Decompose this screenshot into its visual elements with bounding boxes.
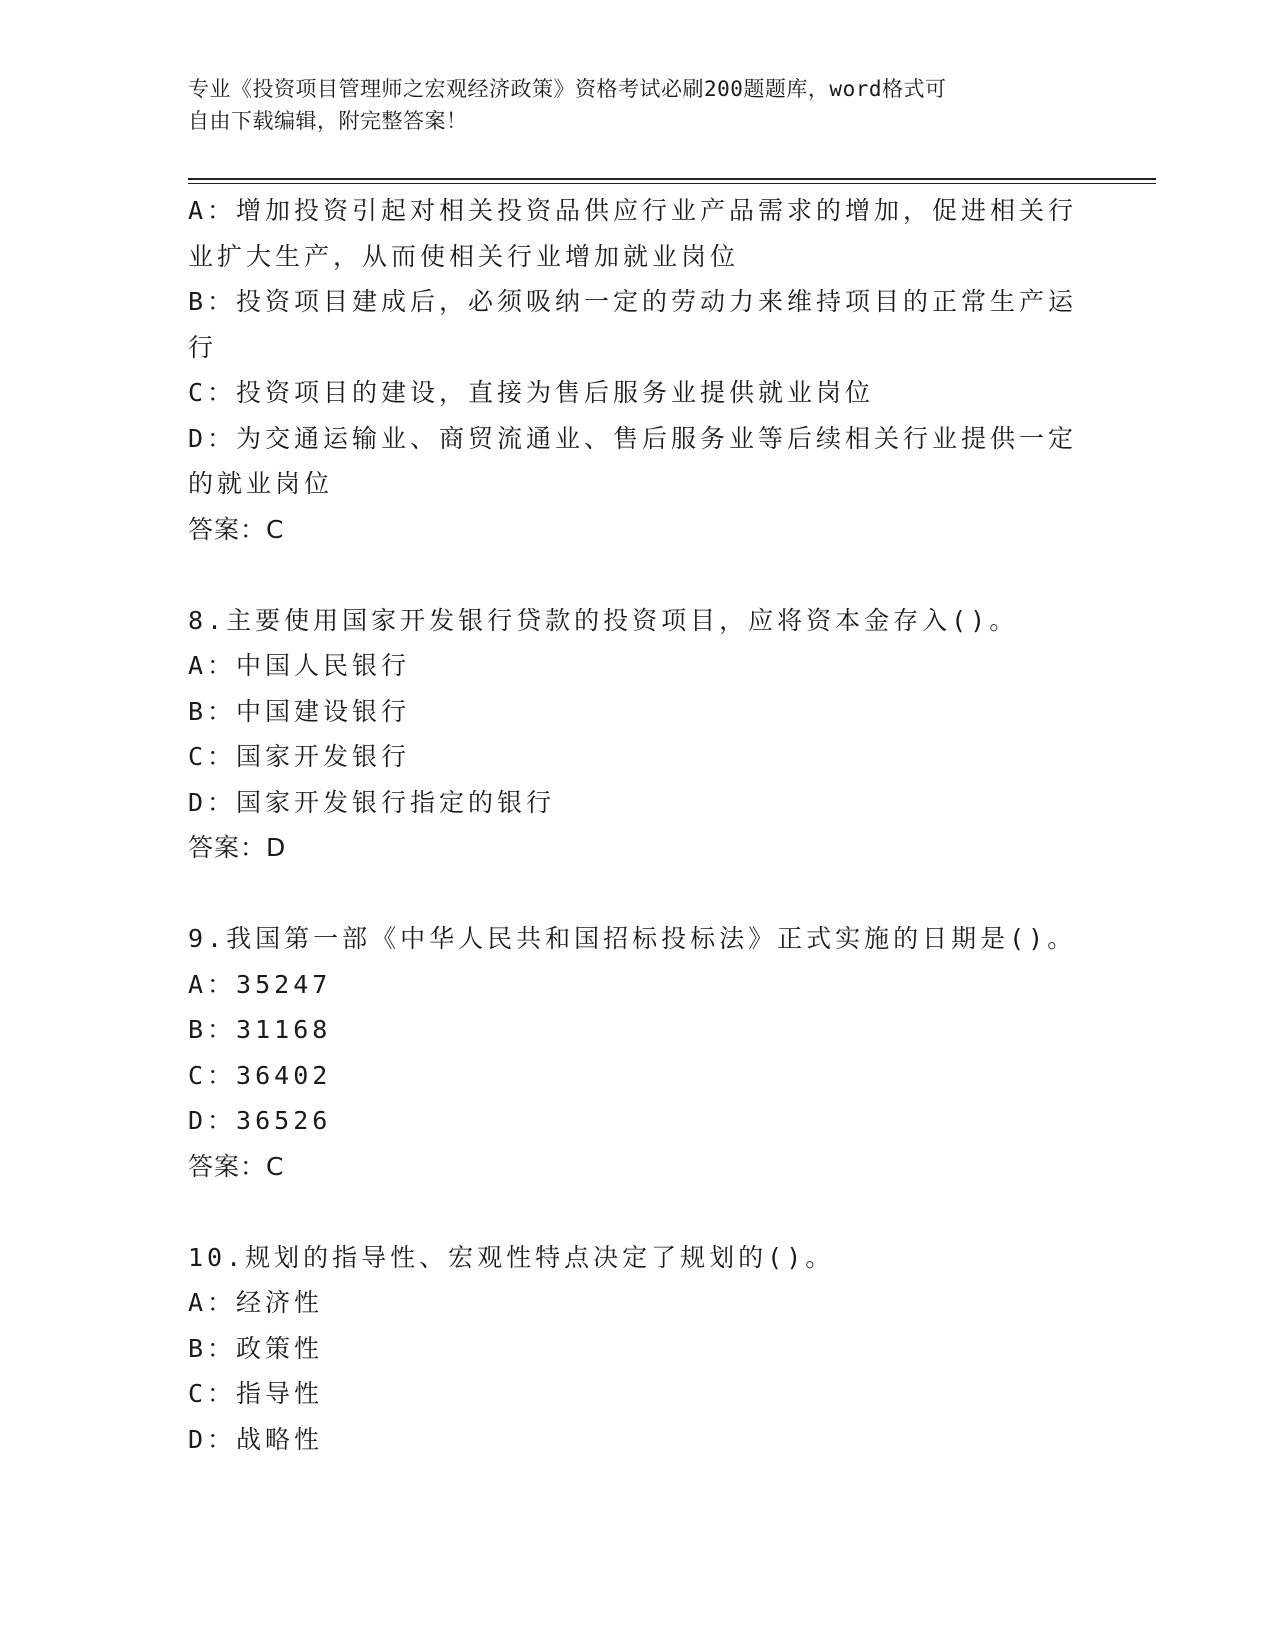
answer-label: 答案：D <box>188 833 287 862</box>
option-b: B：投资项目建成后，必须吸纳一定的劳动力来维持项目的正常生产运 <box>188 287 1078 316</box>
option-d: D：国家开发银行指定的银行 <box>188 787 556 817</box>
question-10 <box>188 1235 1078 1463</box>
option-b: B：中国建设银行 <box>188 696 411 726</box>
option-a: A：经济性 <box>188 1288 324 1317</box>
option-c: C：国家开发银行 <box>188 742 411 771</box>
option-c: C：指导性 <box>188 1379 324 1408</box>
answer-label: 答案：C <box>188 514 285 544</box>
header-divider-thick <box>188 178 1156 180</box>
document-header <box>188 73 1048 137</box>
header-title-line-2: 自由下载编辑，附完整答案！ <box>188 109 468 133</box>
option-a: A：增加投资引起对相关投资品供应行业产品需求的增加，促进相关行 <box>188 196 1078 225</box>
option-a: A：中国人民银行 <box>188 651 411 680</box>
option-d: D：为交通运输业、商贸流通业、售后服务业等后续相关行业提供一定 <box>188 423 1078 453</box>
question-list <box>188 188 1078 1462</box>
option-c: C：投资项目的建设，直接为售后服务业提供就业岗位 <box>188 378 875 407</box>
option-b-continued: 行 <box>188 332 218 362</box>
option-c: C：36402 <box>188 1060 332 1090</box>
question-stem: 9.我国第一部《中华人民共和国招标投标法》正式实施的日期是()。 <box>188 924 1077 953</box>
answer-label: 答案：C <box>188 1151 285 1181</box>
option-d: D：36526 <box>188 1106 332 1135</box>
question-stem: 8.主要使用国家开发银行贷款的投资项目，应将资本金存入()。 <box>188 605 1019 635</box>
option-a-continued: 业扩大生产，从而使相关行业增加就业岗位 <box>188 241 740 271</box>
option-a: A：35247 <box>188 969 332 999</box>
option-b: B：31168 <box>188 1015 332 1044</box>
question-9 <box>188 916 1078 1189</box>
header-divider-thin <box>188 183 1156 184</box>
option-d-continued: 的就业岗位 <box>188 469 334 498</box>
spacer <box>188 871 1078 917</box>
option-b: B：政策性 <box>188 1333 324 1363</box>
spacer <box>188 552 1078 598</box>
question-8 <box>188 598 1078 871</box>
question-7-continued <box>188 188 1078 552</box>
header-title-line-1: 专业《投资项目管理师之宏观经济政策》资格考试必刷200题题库，word格式可 <box>188 77 947 101</box>
question-stem: 10.规划的指导性、宏观性特点决定了规划的()。 <box>188 1242 835 1272</box>
option-d: D：战略性 <box>188 1424 324 1454</box>
spacer <box>188 1189 1078 1235</box>
